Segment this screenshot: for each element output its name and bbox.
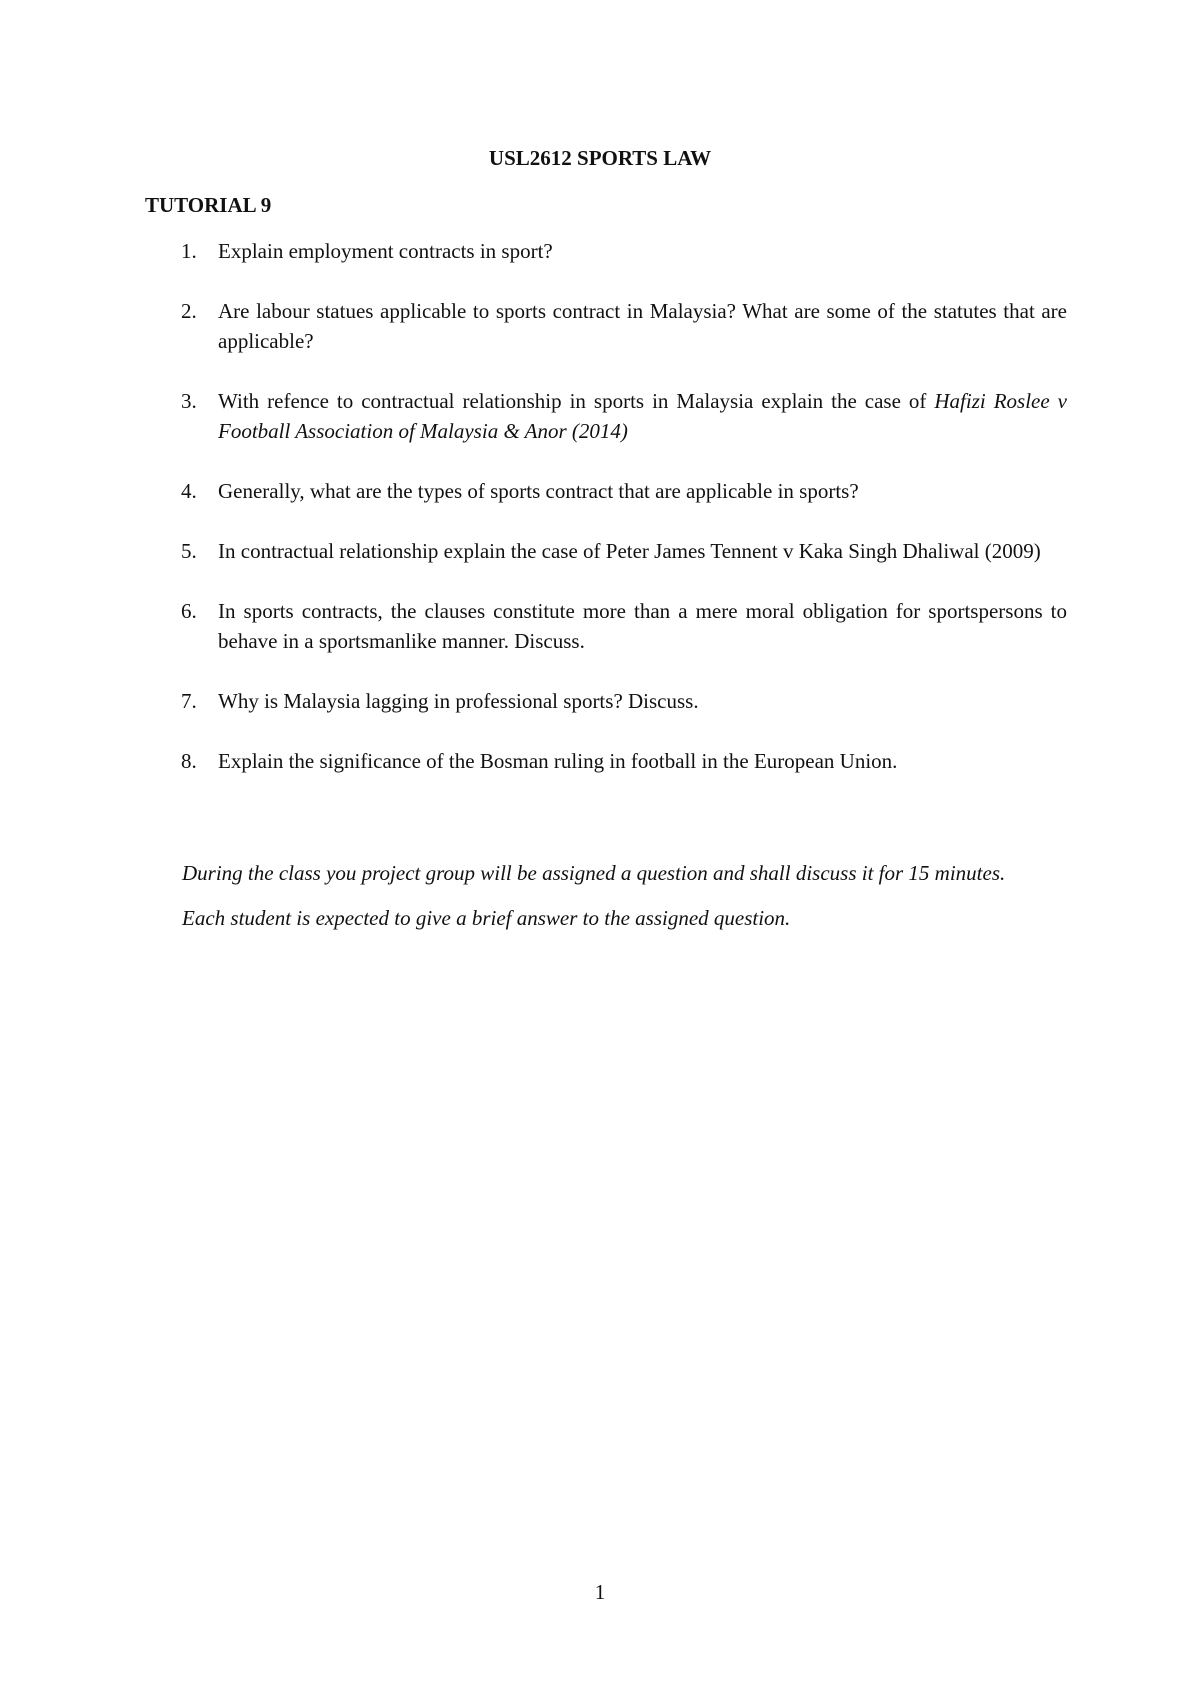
question-number: 3. xyxy=(181,389,197,413)
question-item xyxy=(145,686,1067,716)
tutorial-heading: TUTORIAL 9 xyxy=(145,193,272,217)
question-item xyxy=(145,296,1067,356)
question-number: 8. xyxy=(181,749,197,773)
instruction-paragraph: During the class you project group will be assigned a question and shall discuss it for 15 minutes. xyxy=(182,861,1006,885)
question-text: In sports contracts, the clauses constitute more than a mere moral obligation for sportspersons to behave in a sportsmanlike manner. Discuss. xyxy=(218,599,1067,653)
page-number: 1 xyxy=(594,1580,606,1604)
question-number: 7. xyxy=(181,689,197,713)
question-text: Explain the significance of the Bosman ruling in football in the European Union. xyxy=(218,749,898,773)
question-text: Are labour statues applicable to sports contract in Malaysia? What are some of the statutes that are applicable? xyxy=(218,299,1067,353)
question-item xyxy=(145,386,1067,446)
question-list xyxy=(145,236,1067,776)
question-number: 4. xyxy=(181,479,197,503)
question-number: 1. xyxy=(181,239,197,263)
class-instructions xyxy=(182,858,1067,933)
question-item xyxy=(145,536,1067,566)
instruction-paragraph: Each student is expected to give a brief answer to the assigned question. xyxy=(182,906,791,930)
question-text: Generally, what are the types of sports contract that are applicable in sports? xyxy=(218,479,859,503)
question-item xyxy=(145,746,1067,776)
course-title: USL2612 SPORTS LAW xyxy=(488,146,712,170)
case-citation: Hafizi Roslee v Football Association of Malaysia & Anor (2014) xyxy=(218,389,1067,443)
question-number: 6. xyxy=(181,599,197,623)
question-item xyxy=(145,236,1067,266)
question-text: Why is Malaysia lagging in professional sports? Discuss. xyxy=(218,689,699,713)
question-text: Explain employment contracts in sport? xyxy=(218,239,553,263)
question-number: 2. xyxy=(181,299,197,323)
question-text: With refence to contractual relationship in sports in Malaysia explain the case of xyxy=(218,389,927,413)
question-number: 5. xyxy=(181,539,197,563)
question-text: In contractual relationship explain the case of Peter James Tennent v Kaka Singh Dhaliwal (2009) xyxy=(218,539,1041,563)
question-item xyxy=(145,476,1067,506)
question-item xyxy=(145,596,1067,656)
